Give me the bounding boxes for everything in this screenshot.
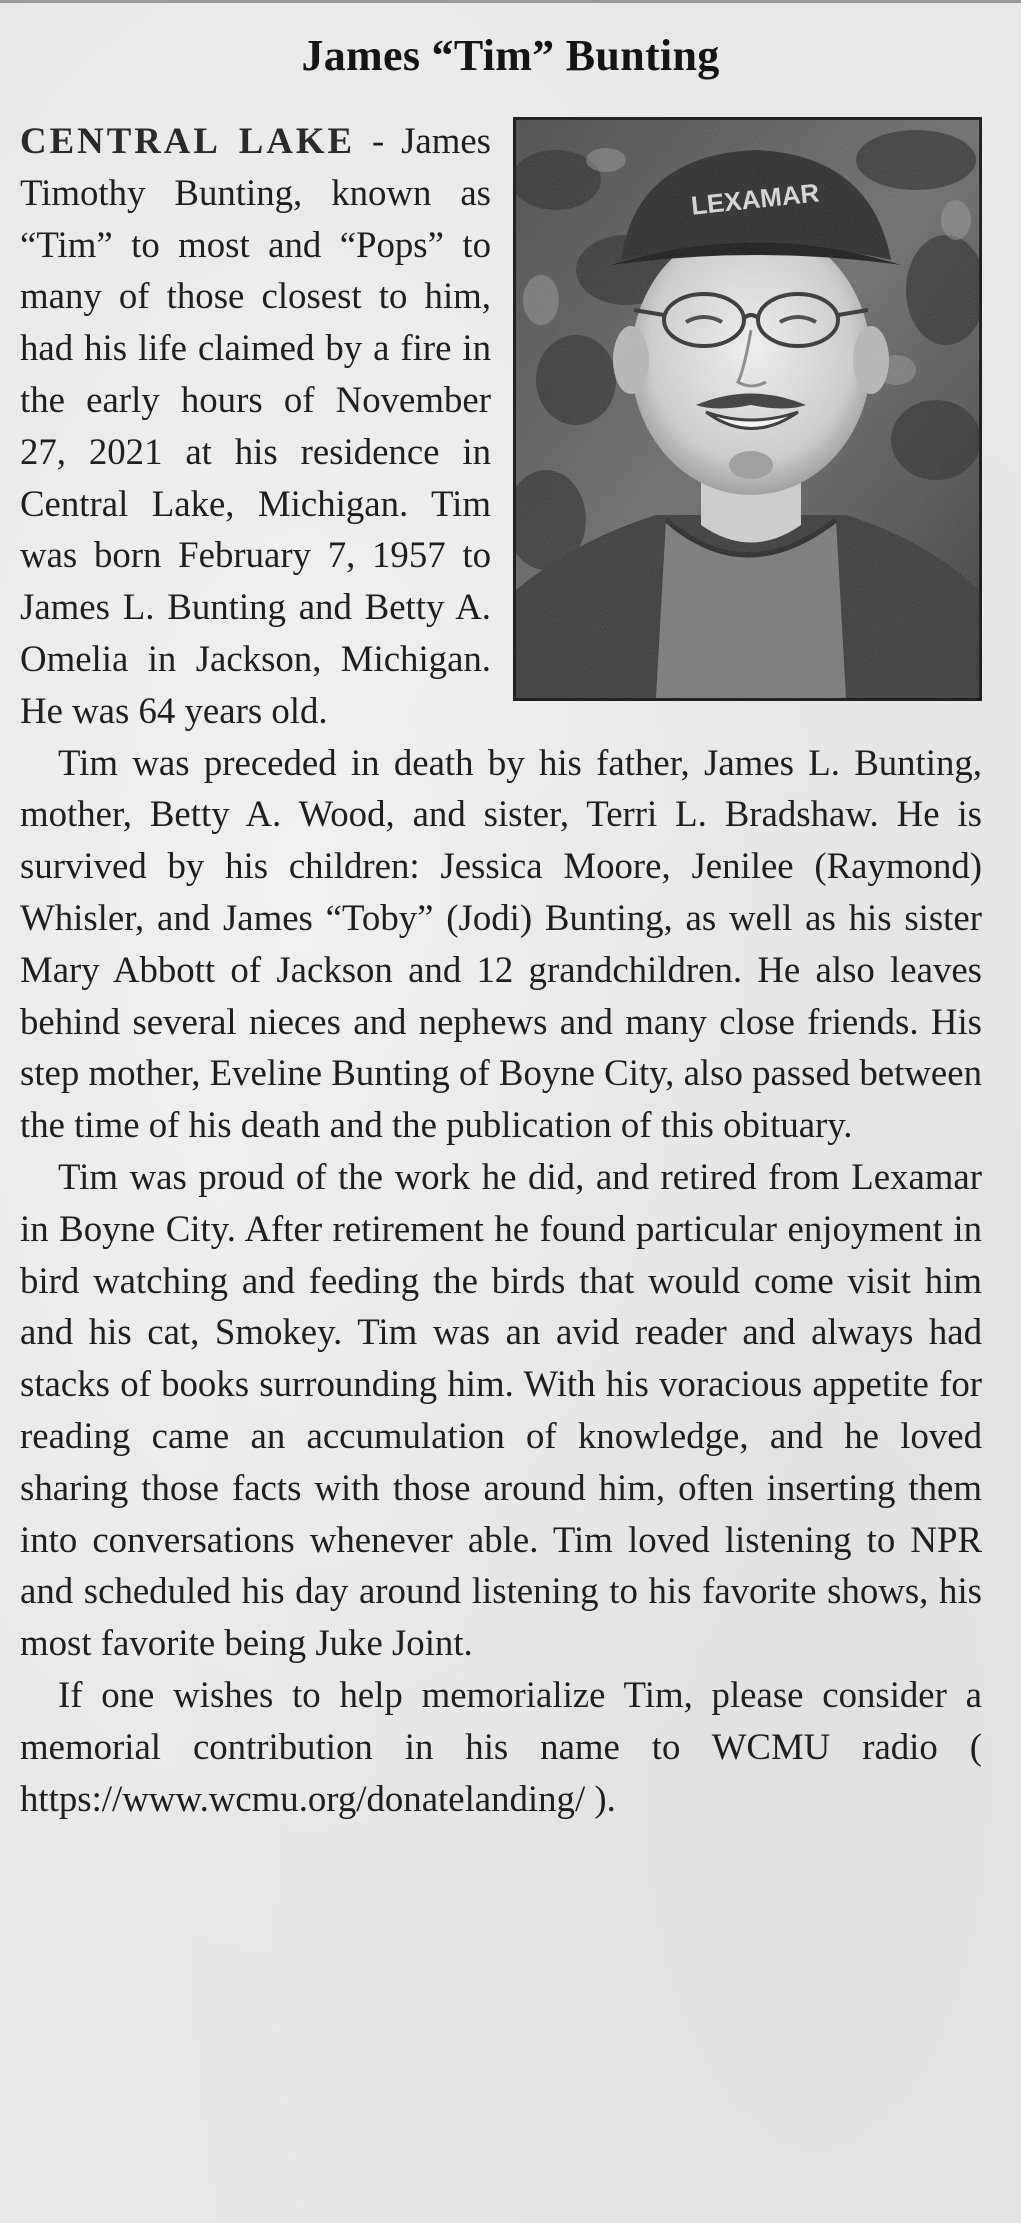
paragraph-memorial: If one wishes to help memorialize Tim, please consider a memorial contribution in his name to WCMU radio ( https://www.wcmu.org/donatelanding/ ). — [20, 1673, 982, 1819]
portrait-illustration — [516, 120, 979, 698]
paragraph-1-text: James Timothy Bunting, known as “Tim” to most and “Pops” to many of those closest to him, had his life claimed by a fire in the early hours of November 27, 2021 at his residence in Central Lake, Michigan. Tim was born February 7, 1957 to James L. Bunting and Betty A. Omelia in Jackson, Michigan. He was 64 years old. — [20, 120, 492, 731]
paragraph-life: Tim was proud of the work he did, and retired from Lexamar in Boyne City. After retirement he found particular enjoyment in bird watching and feeding the birds that would come visit him and his cat, Smokey. Tim was an avid reader and always had stacks of books surrounding him. With his voracious appetite for reading came an accumulation of knowledge, and he loved sharing those facts with those around him, often inserting them into conversations whenever able. Tim loved listening to NPR and scheduled his day around listening to his favorite shows, his most favorite being Juke Joint. — [20, 1155, 982, 1664]
portrait-photo — [513, 117, 982, 701]
headline: James “Tim” Bunting — [301, 31, 720, 80]
dateline-separator: - — [355, 120, 402, 161]
top-rule — [0, 0, 1021, 3]
obituary-body — [20, 115, 982, 1824]
dateline: CENTRAL LAKE — [20, 120, 356, 161]
paragraph-family: Tim was preceded in death by his father, James L. Bunting, mother, Betty A. Wood, and sister, Terri L. Bradshaw. He is survived by his children: Jessica Moore, Jenilee (Raymond) Whisler, and James “Toby” (Jodi) Bunting, as well as his sister Mary Abbott of Jackson and 12 grandchildren. He also leaves behind several nieces and nephews and many close friends. His step mother, Eveline Bunting of Boyne City, also passed between the time of his death and the publication of this obituary. — [20, 741, 982, 1146]
